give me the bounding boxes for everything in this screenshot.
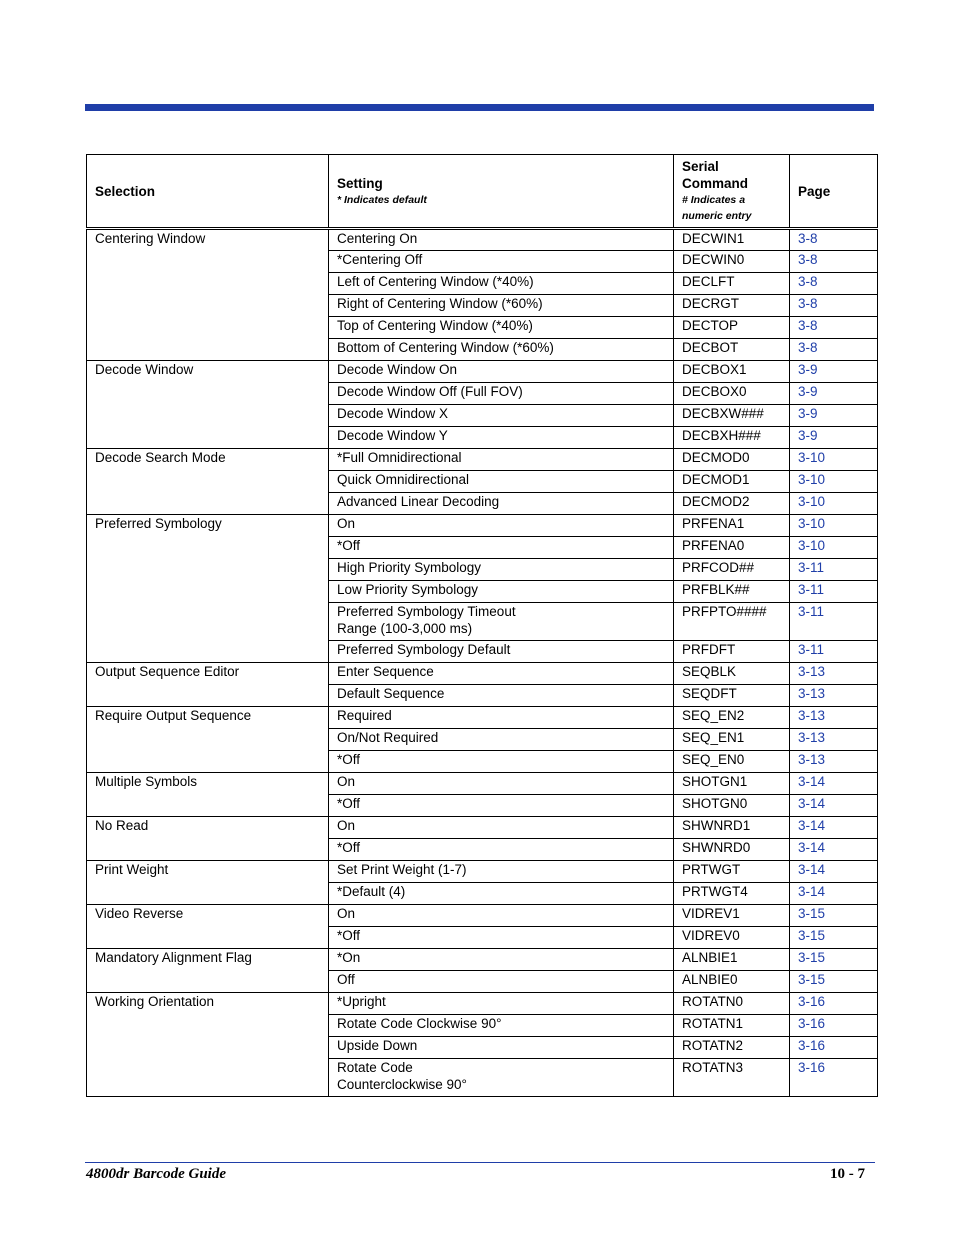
selection-cell: Require Output Sequence xyxy=(87,707,329,773)
setting-text: Quick Omnidirectional xyxy=(337,472,470,487)
serial-command-cell: SHWNRD0 xyxy=(674,839,790,861)
setting-text: Left of Centering Window (*40%) xyxy=(337,274,534,289)
page-link[interactable]: 3-9 xyxy=(790,361,878,383)
serial-command-cell: SEQ_EN1 xyxy=(674,729,790,751)
serial-command-cell: PRFENA0 xyxy=(674,537,790,559)
setting-cell xyxy=(329,273,674,295)
setting-text: *Upright xyxy=(337,994,386,1009)
table-row xyxy=(87,229,878,251)
footer-rule xyxy=(85,1162,875,1163)
setting-text: Advanced Linear Decoding xyxy=(337,494,500,509)
setting-cell xyxy=(329,251,674,273)
setting-cell xyxy=(329,493,674,515)
setting-text: Decode Window Y xyxy=(337,428,448,443)
serial-command-cell: PRFENA1 xyxy=(674,515,790,537)
setting-text: *Off xyxy=(337,538,361,553)
selection-cell: No Read xyxy=(87,817,329,861)
selection-cell: Mandatory Alignment Flag xyxy=(87,949,329,993)
page-link[interactable]: 3-10 xyxy=(790,537,878,559)
serial-command-cell: DECMOD2 xyxy=(674,493,790,515)
setting-cell xyxy=(329,751,674,773)
serial-command-cell: SHOTGN1 xyxy=(674,773,790,795)
setting-text: Preferred Symbology Timeout xyxy=(337,604,516,619)
serial-command-cell: ROTATN2 xyxy=(674,1037,790,1059)
setting-cell xyxy=(329,383,674,405)
table-row xyxy=(87,773,878,795)
setting-cell xyxy=(329,427,674,449)
serial-command-cell: ROTATN3 xyxy=(674,1059,790,1097)
header-serial-command: Serial Command # Indicates a numeric entry xyxy=(674,155,790,229)
setting-text-line2: Counterclockwise 90° xyxy=(337,1077,467,1092)
setting-cell xyxy=(329,471,674,493)
selection-cell: Video Reverse xyxy=(87,905,329,949)
page-link[interactable]: 3-8 xyxy=(790,229,878,251)
setting-cell xyxy=(329,1059,674,1097)
serial-command-cell: VIDREV1 xyxy=(674,905,790,927)
setting-text: Right of Centering Window (*60%) xyxy=(337,296,543,311)
setting-text: *Off xyxy=(337,928,361,943)
selection-cell: Preferred Symbology xyxy=(87,515,329,663)
setting-cell xyxy=(329,641,674,663)
page-link[interactable]: 3-15 xyxy=(790,927,878,949)
setting-text: Low Priority Symbology xyxy=(337,582,479,597)
setting-text: *Default (4) xyxy=(337,884,406,899)
setting-text: Rotate Code xyxy=(337,1060,413,1075)
serial-command-cell: PRFDFT xyxy=(674,641,790,663)
setting-text: Required xyxy=(337,708,392,723)
serial-command-table xyxy=(86,154,878,1097)
page-link[interactable]: 3-10 xyxy=(790,471,878,493)
setting-text: *Full Omnidirectional xyxy=(337,450,462,465)
selection-cell: Multiple Symbols xyxy=(87,773,329,817)
setting-text: Rotate Code Clockwise 90° xyxy=(337,1016,502,1031)
setting-cell xyxy=(329,685,674,707)
setting-cell xyxy=(329,839,674,861)
setting-text: Bottom of Centering Window (*60%) xyxy=(337,340,554,355)
page-link[interactable]: 3-15 xyxy=(790,949,878,971)
selection-cell: Output Sequence Editor xyxy=(87,663,329,707)
setting-text: Enter Sequence xyxy=(337,664,434,679)
setting-cell xyxy=(329,361,674,383)
table-row xyxy=(87,817,878,839)
page-link[interactable]: 3-10 xyxy=(790,493,878,515)
serial-command-cell: ROTATN1 xyxy=(674,1015,790,1037)
serial-command-cell: DECMOD1 xyxy=(674,471,790,493)
page-link[interactable]: 3-16 xyxy=(790,1015,878,1037)
page-link[interactable]: 3-15 xyxy=(790,905,878,927)
header-page: Page xyxy=(790,155,878,229)
setting-text: Centering On xyxy=(337,231,418,246)
page-link[interactable]: 3-14 xyxy=(790,773,878,795)
setting-cell xyxy=(329,861,674,883)
setting-cell xyxy=(329,993,674,1015)
setting-text: Decode Window Off (Full FOV) xyxy=(337,384,523,399)
page-link[interactable]: 3-14 xyxy=(790,795,878,817)
header-rule xyxy=(85,104,874,111)
setting-cell xyxy=(329,817,674,839)
table-row xyxy=(87,993,878,1015)
footer-page-number: 10 - 7 xyxy=(830,1166,865,1182)
setting-text: Decode Window On xyxy=(337,362,458,377)
header-setting: Setting * Indicates default xyxy=(329,155,674,229)
page-link[interactable]: 3-8 xyxy=(790,339,878,361)
serial-command-cell: ALNBIE1 xyxy=(674,949,790,971)
serial-command-cell: DECBXH### xyxy=(674,427,790,449)
setting-cell xyxy=(329,729,674,751)
serial-command-cell: SEQBLK xyxy=(674,663,790,685)
setting-cell xyxy=(329,883,674,905)
setting-cell xyxy=(329,773,674,795)
setting-text: High Priority Symbology xyxy=(337,560,482,575)
setting-cell xyxy=(329,603,674,641)
serial-command-cell: VIDREV0 xyxy=(674,927,790,949)
setting-cell xyxy=(329,449,674,471)
setting-cell xyxy=(329,515,674,537)
page-link[interactable]: 3-8 xyxy=(790,273,878,295)
page-link[interactable]: 3-14 xyxy=(790,839,878,861)
setting-text: Set Print Weight (1-7) xyxy=(337,862,467,877)
selection-cell: Working Orientation xyxy=(87,993,329,1097)
page-link[interactable]: 3-14 xyxy=(790,861,878,883)
setting-cell xyxy=(329,795,674,817)
serial-command-cell: DECBOX1 xyxy=(674,361,790,383)
serial-command-cell: ALNBIE0 xyxy=(674,971,790,993)
setting-cell xyxy=(329,339,674,361)
page-link[interactable]: 3-13 xyxy=(790,707,878,729)
header-selection: Selection xyxy=(87,155,329,229)
page-link[interactable]: 3-13 xyxy=(790,751,878,773)
serial-command-cell: DECLFT xyxy=(674,273,790,295)
header-serial-note: # Indicates a numeric entry xyxy=(682,194,752,222)
page-link[interactable]: 3-14 xyxy=(790,817,878,839)
table-header-row xyxy=(87,155,878,229)
table-row xyxy=(87,515,878,537)
serial-command-cell: SHOTGN0 xyxy=(674,795,790,817)
serial-command-cell: DECWIN1 xyxy=(674,229,790,251)
page-link[interactable]: 3-16 xyxy=(790,993,878,1015)
serial-command-cell: PRFBLK## xyxy=(674,581,790,603)
setting-text: *Off xyxy=(337,752,361,767)
table-row xyxy=(87,707,878,729)
serial-command-cell: PRTWGT xyxy=(674,861,790,883)
selection-cell: Decode Search Mode xyxy=(87,449,329,515)
setting-text: Top of Centering Window (*40%) xyxy=(337,318,533,333)
setting-text-line2: Range (100-3,000 ms) xyxy=(337,621,473,636)
page-link[interactable]: 3-9 xyxy=(790,405,878,427)
setting-text: *Centering Off xyxy=(337,252,423,267)
setting-cell xyxy=(329,581,674,603)
setting-text: On/Not Required xyxy=(337,730,439,745)
page-link[interactable]: 3-13 xyxy=(790,685,878,707)
setting-text: On xyxy=(337,818,356,833)
setting-text: On xyxy=(337,516,356,531)
page-link[interactable]: 3-14 xyxy=(790,883,878,905)
page-link[interactable]: 3-9 xyxy=(790,427,878,449)
setting-text: *On xyxy=(337,950,361,965)
footer-title: 4800dr Barcode Guide xyxy=(86,1166,226,1182)
setting-cell xyxy=(329,971,674,993)
serial-command-cell: DECBOX0 xyxy=(674,383,790,405)
serial-command-cell: DECMOD0 xyxy=(674,449,790,471)
setting-cell xyxy=(329,927,674,949)
page-link[interactable]: 3-13 xyxy=(790,729,878,751)
serial-command-cell: SEQ_EN0 xyxy=(674,751,790,773)
setting-text: On xyxy=(337,774,356,789)
table-row xyxy=(87,861,878,883)
page-link[interactable]: 3-9 xyxy=(790,383,878,405)
setting-cell xyxy=(329,537,674,559)
setting-text: On xyxy=(337,906,356,921)
page-link[interactable]: 3-11 xyxy=(790,581,878,603)
page-link[interactable]: 3-13 xyxy=(790,663,878,685)
page-link[interactable]: 3-16 xyxy=(790,1037,878,1059)
page-link[interactable]: 3-11 xyxy=(790,641,878,663)
serial-command-cell: DECRGT xyxy=(674,295,790,317)
page-link[interactable]: 3-10 xyxy=(790,449,878,471)
table-row xyxy=(87,663,878,685)
serial-command-cell: PRTWGT4 xyxy=(674,883,790,905)
page-link[interactable]: 3-16 xyxy=(790,1059,878,1097)
page-link[interactable]: 3-11 xyxy=(790,603,878,641)
selection-cell: Centering Window xyxy=(87,229,329,361)
setting-text: Default Sequence xyxy=(337,686,445,701)
page-link[interactable]: 3-15 xyxy=(790,971,878,993)
serial-command-cell: ROTATN0 xyxy=(674,993,790,1015)
setting-cell xyxy=(329,663,674,685)
page-link[interactable]: 3-8 xyxy=(790,295,878,317)
setting-cell xyxy=(329,949,674,971)
setting-cell xyxy=(329,559,674,581)
setting-cell xyxy=(329,295,674,317)
serial-command-cell: SEQ_EN2 xyxy=(674,707,790,729)
selection-cell: Decode Window xyxy=(87,361,329,449)
setting-text: Upside Down xyxy=(337,1038,418,1053)
setting-cell xyxy=(329,317,674,339)
table-row xyxy=(87,905,878,927)
setting-cell xyxy=(329,1015,674,1037)
serial-command-cell: DECTOP xyxy=(674,317,790,339)
setting-text: *Off xyxy=(337,840,361,855)
setting-cell xyxy=(329,229,674,251)
serial-command-cell: DECWIN0 xyxy=(674,251,790,273)
serial-command-cell: SHWNRD1 xyxy=(674,817,790,839)
selection-cell: Print Weight xyxy=(87,861,329,905)
table-row xyxy=(87,949,878,971)
setting-cell xyxy=(329,905,674,927)
page-link[interactable]: 3-8 xyxy=(790,251,878,273)
setting-cell xyxy=(329,1037,674,1059)
serial-command-cell: DECBOT xyxy=(674,339,790,361)
page-link[interactable]: 3-11 xyxy=(790,559,878,581)
header-setting-note: * Indicates default xyxy=(337,193,427,206)
setting-cell xyxy=(329,405,674,427)
serial-command-cell: PRFPTO#### xyxy=(674,603,790,641)
serial-command-cell: PRFCOD## xyxy=(674,559,790,581)
setting-text: Off xyxy=(337,972,355,987)
serial-command-cell: SEQDFT xyxy=(674,685,790,707)
page-link[interactable]: 3-8 xyxy=(790,317,878,339)
serial-command-cell: DECBXW### xyxy=(674,405,790,427)
setting-cell xyxy=(329,707,674,729)
setting-text: Decode Window X xyxy=(337,406,449,421)
setting-text: Preferred Symbology Default xyxy=(337,642,511,657)
table-row xyxy=(87,449,878,471)
page-link[interactable]: 3-10 xyxy=(790,515,878,537)
table-row xyxy=(87,361,878,383)
setting-text: *Off xyxy=(337,796,361,811)
